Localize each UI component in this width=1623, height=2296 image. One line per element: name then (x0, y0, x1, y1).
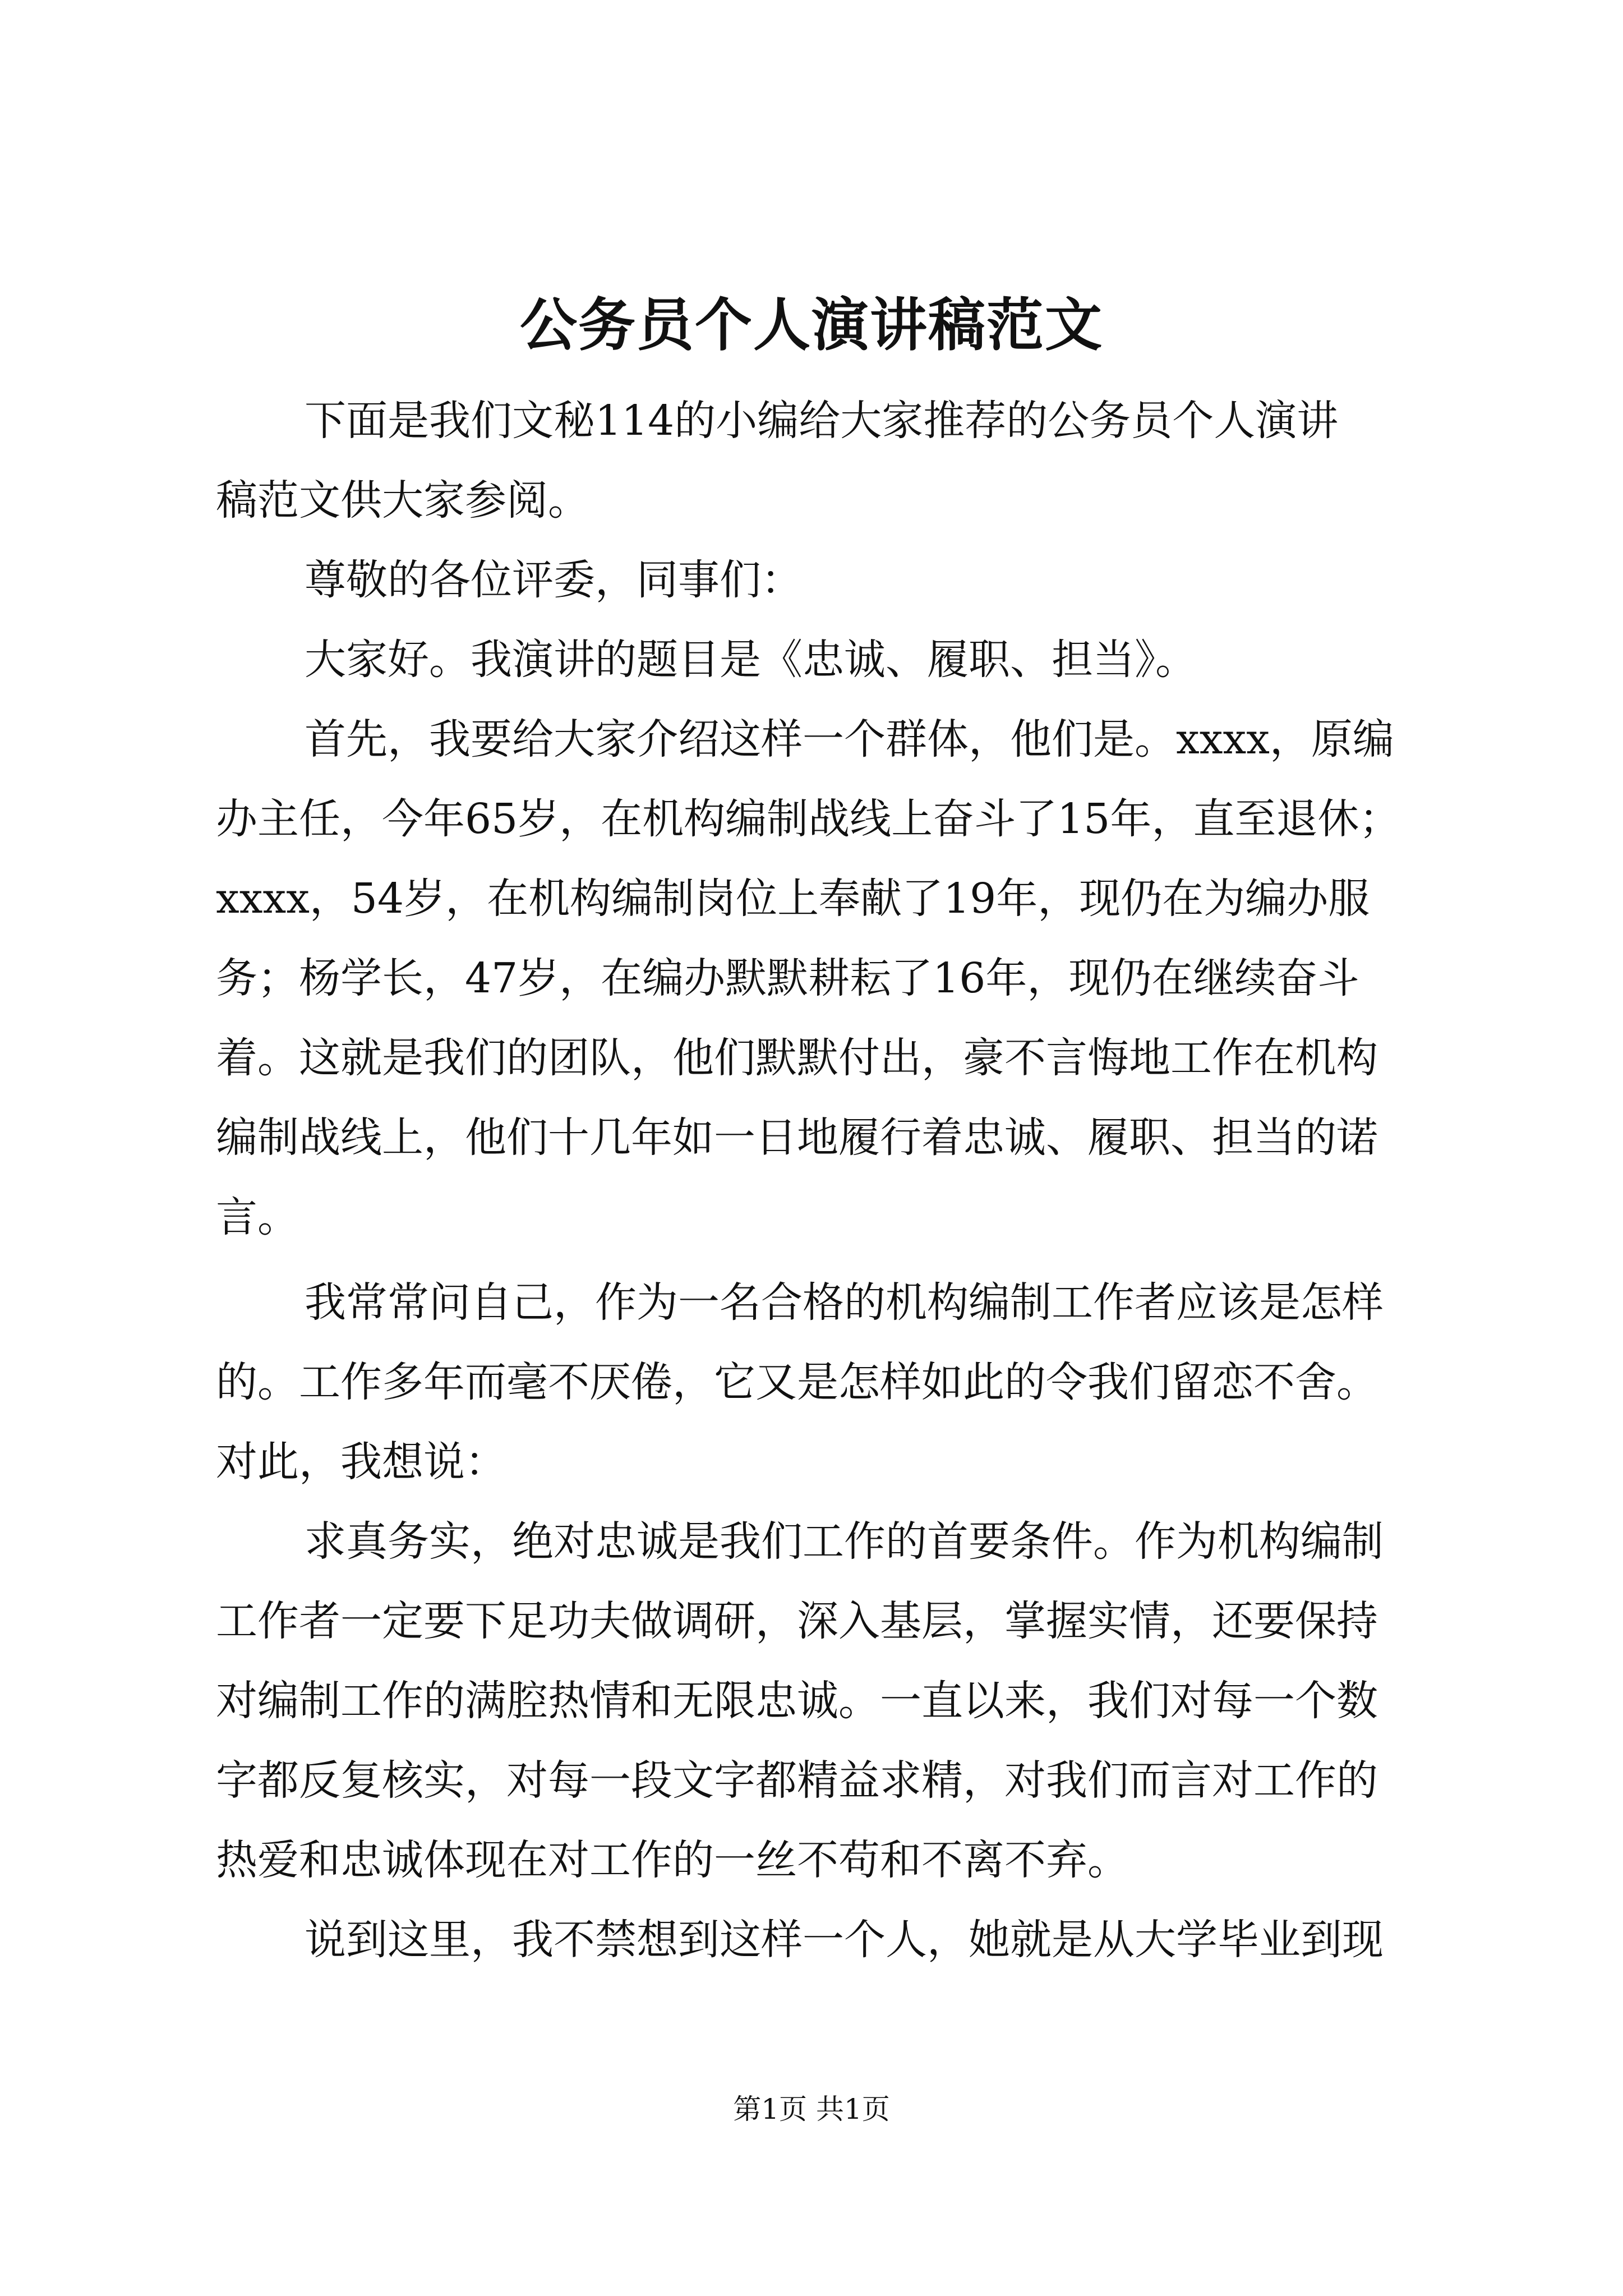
body-line: 首先，我要给大家介绍这样一个群体，他们是。xxxx，原编 (305, 715, 1394, 763)
body-line: 编制战线上，他们十几年如一日地履行着忠诚、履职、担当的诺 (216, 1114, 1378, 1162)
body-line: 热爱和忠诚体现在对工作的一丝不苟和不离不弃。 (216, 1836, 1129, 1884)
body-line: xxxx，54岁，在机构编制岗位上奉献了19年，现仍在为编办服 (216, 875, 1370, 923)
body-line: 办主任，今年65岁，在机构编制战线上奋斗了15年，直至退休； (216, 795, 1401, 843)
body-line: 对编制工作的满腔热情和无限忠诚。一直以来，我们对每一个数 (216, 1677, 1378, 1725)
body-line: 的。工作多年而毫不厌倦，它又是怎样如此的令我们留恋不舍。 (216, 1358, 1378, 1406)
body-line: 对此，我想说： (216, 1438, 506, 1486)
body-line: 务；杨学长，47岁，在编办默默耕耘了16年，现仍在继续奋斗 (216, 954, 1359, 1002)
body-line: 着。这就是我们的团队，他们默默付出，豪不言悔地工作在机构 (216, 1034, 1378, 1082)
page-title: 公务员个人演讲稿范文 (520, 292, 1103, 359)
body-line: 字都反复核实，对每一段文字都精益求精，对我们而言对工作的 (216, 1756, 1378, 1805)
body-line: 大家好。我演讲的题目是《忠诚、履职、担当》。 (305, 636, 1197, 684)
body-line: 尊敬的各位评委，同事们： (305, 556, 803, 604)
body-line: 我常常问自己，作为一名合格的机构编制工作者应该是怎样 (305, 1278, 1384, 1327)
body-line: 工作者一定要下足功夫做调研，深入基层，掌握实情，还要保持 (216, 1597, 1378, 1645)
body-line: 稿范文供大家参阅。 (216, 476, 589, 524)
body-line: 下面是我们文秘114的小编给大家推荐的公务员个人演讲 (305, 397, 1339, 445)
body-line: 求真务实，绝对忠诚是我们工作的首要条件。作为机构编制 (305, 1517, 1384, 1566)
body-line: 言。 (216, 1193, 299, 1241)
page-footer: 第1页 共1页 (733, 2093, 890, 2125)
body-line: 说到这里，我不禁想到这样一个人，她就是从大学毕业到现 (305, 1916, 1384, 1964)
